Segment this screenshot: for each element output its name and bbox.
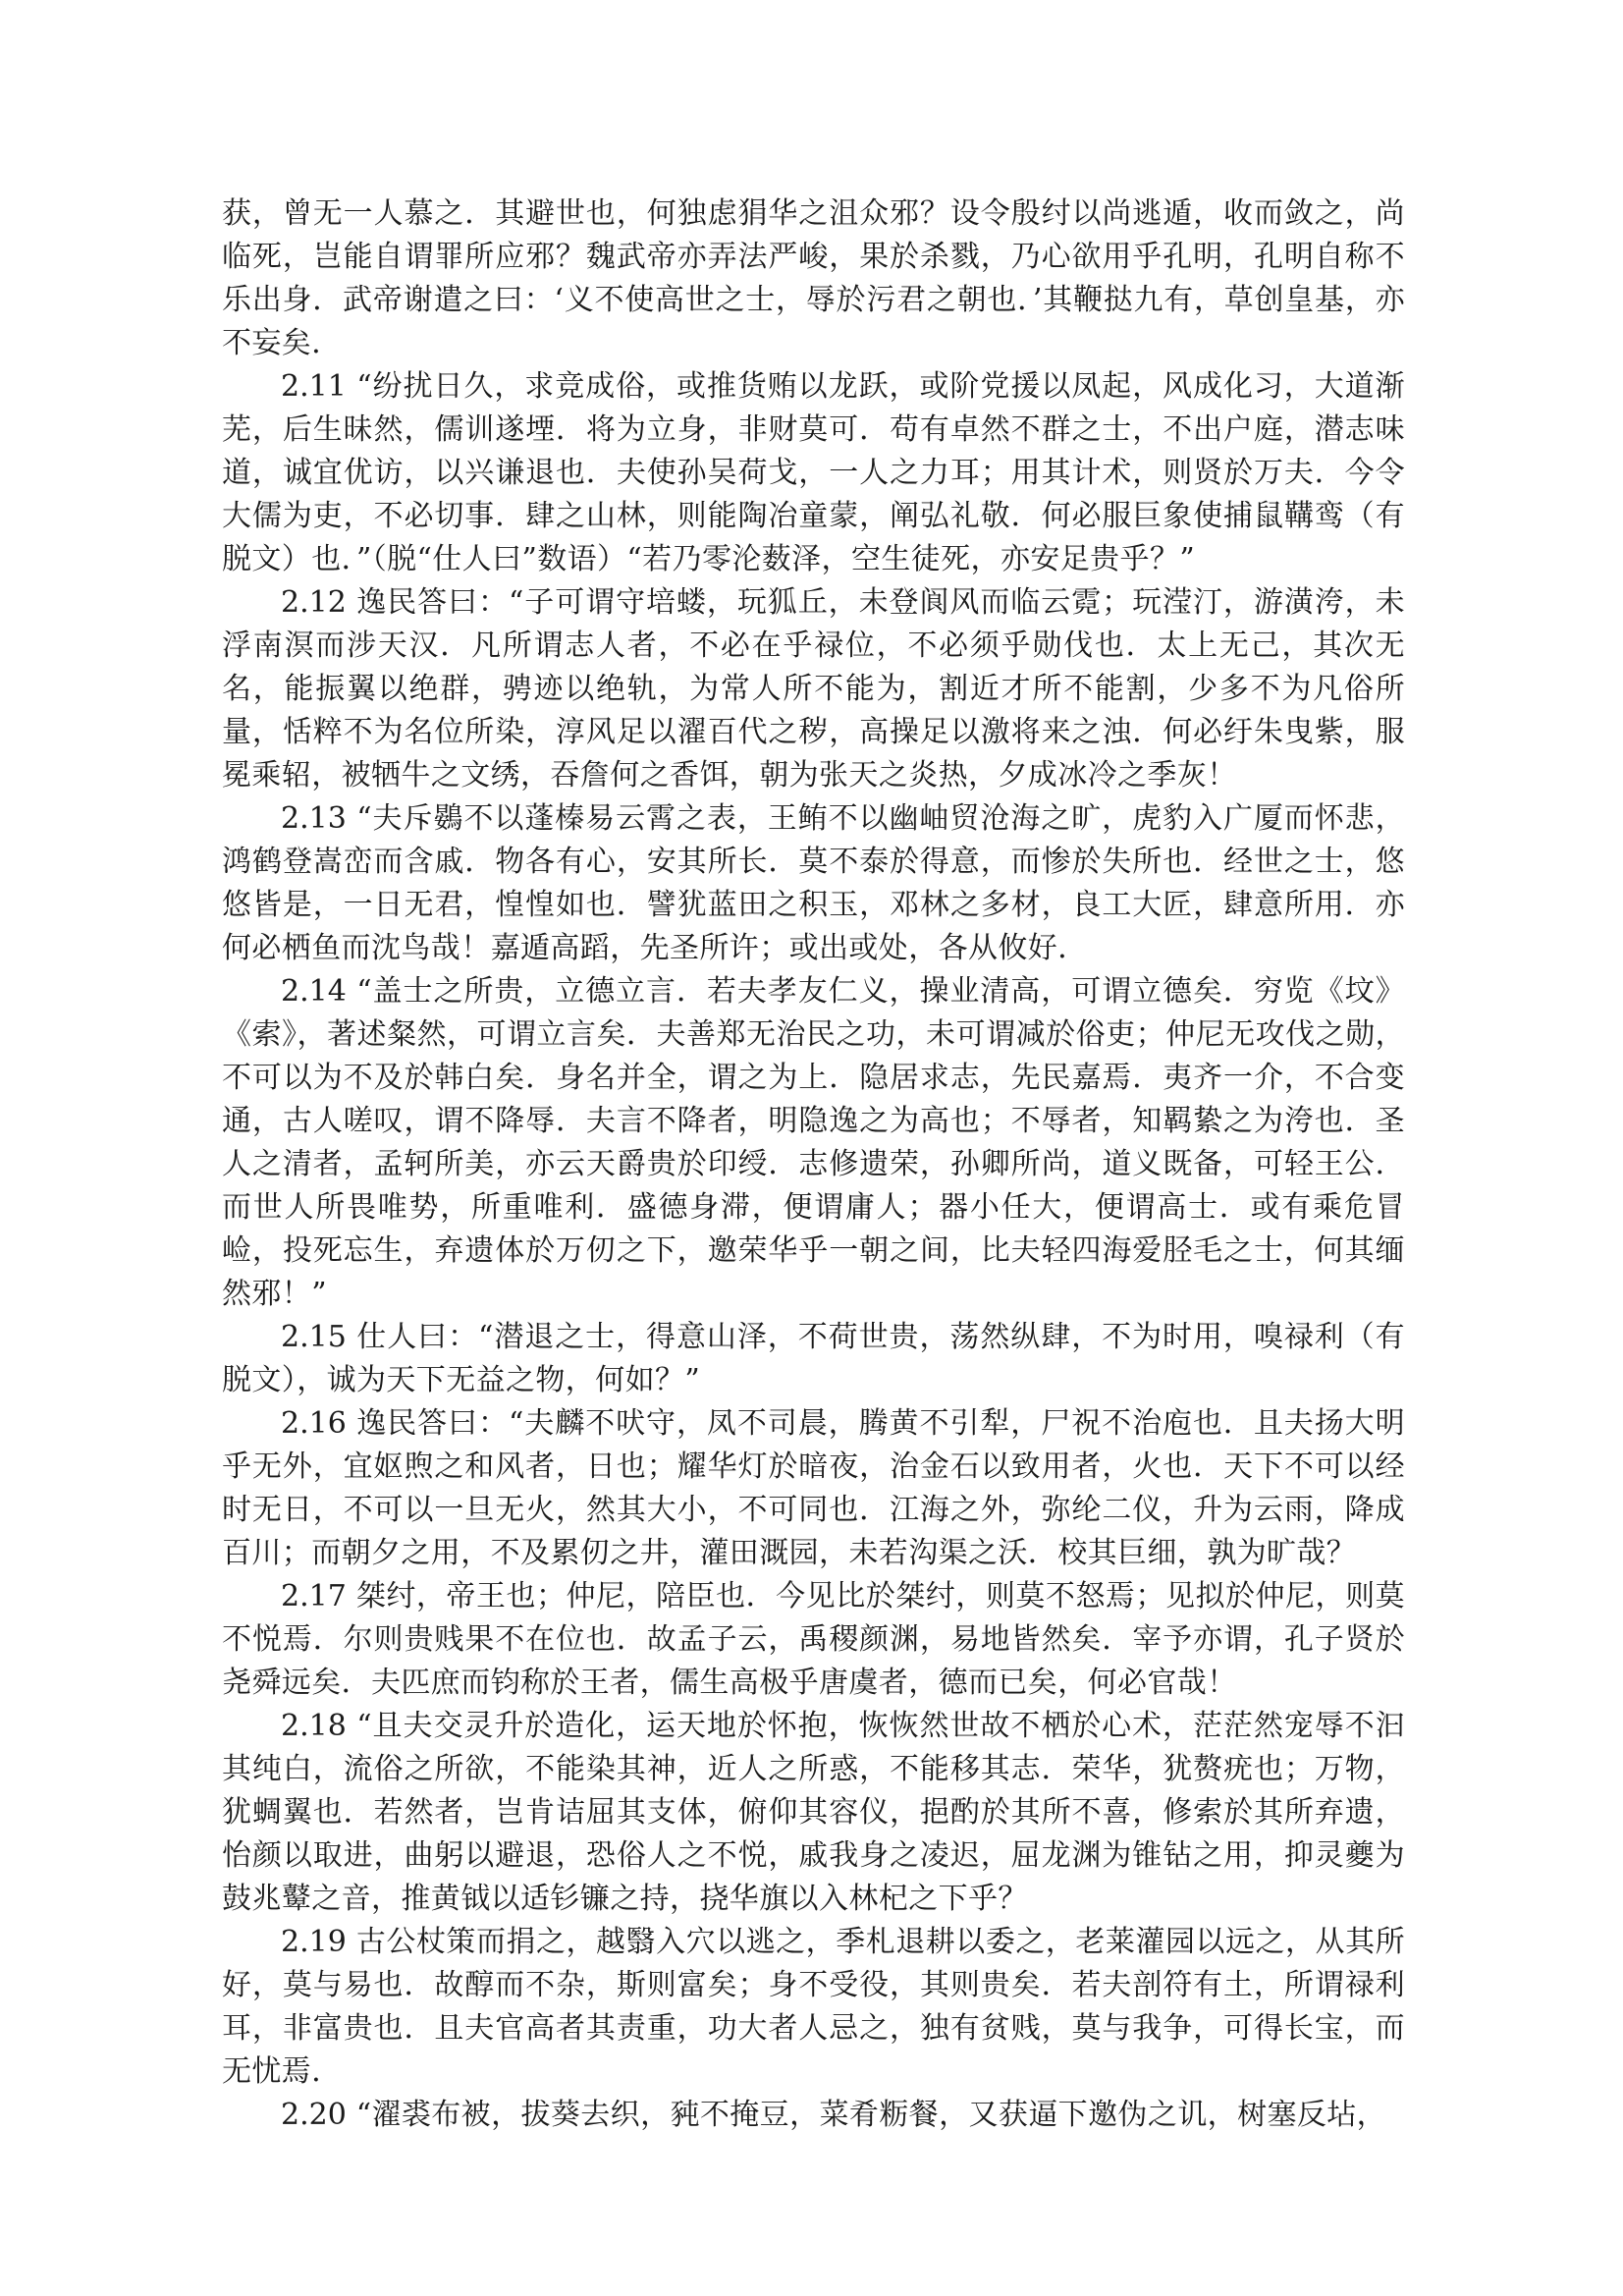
paragraph-text: “纷扰日久，求竞成俗，或推货贿以龙跃，或阶党援以凤起，风成化习，大道渐芜，后生昧然，儒训遂堙．将为立身，非财莫可．苟有卓然不群之士，不出户庭，潜志味道，诚宜优访，以兴谦退也．夫使孙吴荷戈，一人之力耳；用其计术，则贤於万夫．今令大儒为吏，不必切事．肆之山林，则能陶冶童蒙，阐弘礼敬．何必服巨象使捕鼠鞲鸾（有脱文）也．”（脱“仕人曰”数语）“若乃零沦薮泽，空生徒死，亦安足贵乎？” [222, 369, 1405, 576]
paragraph-number: 2.20 [281, 2098, 347, 2132]
paragraph-2-12 [222, 581, 1405, 797]
paragraph-2-18 [222, 1705, 1405, 1921]
paragraph-2-11 [222, 365, 1405, 581]
paragraph-number: 2.14 [281, 974, 347, 1009]
paragraph-number: 2.16 [281, 1406, 347, 1441]
paragraph-number: 2.12 [281, 585, 347, 620]
document-body [222, 192, 1405, 2137]
paragraph-text: 获，曾无一人慕之．其避世也，何独虑狷华之沮众邪？设令殷纣以尚逃遁，收而敛之，尚临死，岂能自谓罪所应邪？魏武帝亦弄法严峻，果於杀戮，乃心欲用乎孔明，孔明自称不乐出身．武帝谢遣之曰：‘义不使高世之士，辱於污君之朝也．’其鞭挞九有，草创皇基，亦不妄矣． [222, 196, 1405, 360]
paragraph-text: 古公杖策而捐之，越翳入穴以逃之，季札退耕以委之，老莱灌园以远之，从其所好，莫与易也．故醇而不杂，斯则富矣；身不受役，其则贵矣．若夫剖符有土，所谓禄利耳，非富贵也．且夫官高者其责重，功大者人忌之，独有贫贱，莫与我争，可得长宝，而无忧焉． [222, 1925, 1406, 2089]
paragraph-number: 2.13 [281, 801, 347, 836]
paragraph-number: 2.18 [281, 1709, 347, 1743]
paragraph-number: 2.11 [281, 369, 347, 404]
paragraph-2-15 [222, 1316, 1405, 1402]
paragraph-2-13 [222, 797, 1405, 970]
paragraph-text: “盖士之所贵，立德立言．若夫孝友仁义，操业清高，可谓立德矣．穷览《坟》《索》，著述粲然，可谓立言矣．夫善郑无治民之功，未可谓减於俗吏；仲尼无攻伐之勋，不可以为不及於韩白矣．身名并全，谓之为上．隐居求志，先民嘉焉．夷齐一介，不合变通，古人嗟叹，谓不降辱．夫言不降者，明隐逸之为高也；不辱者，知羁絷之为洿也．圣人之清者，孟轲所美，亦云天爵贵於印绶．志修遗荣，孙卿所尚，道义既备，可轻王公．而世人所畏唯势，所重唯利．盛德身滞，便谓庸人；器小任大，便谓高士．或有乘危冒崄，投死忘生，弃遗体於万仞之下，邀荣华乎一朝之间，比夫轻四海爱胫毛之士，何其缅然邪！” [222, 974, 1405, 1311]
paragraph-2-19 [222, 1921, 1405, 2094]
paragraph-text: “夫斥鷃不以蓬榛易云霄之表，王鲔不以幽岫贸沧海之旷，虎豹入广厦而怀悲，鸿鹤登嵩峦而含戚．物各有心，安其所长．莫不泰於得意，而惨於失所也．经世之士，悠悠皆是，一日无君，惶惶如也．譬犹蓝田之积玉，邓林之多材，良工大匠，肆意所用．亦何必栖鱼而沈鸟哉！嘉遁高蹈，先圣所许；或出或处，各从攸好． [222, 801, 1405, 965]
paragraph-number: 2.19 [281, 1925, 347, 1959]
paragraph-number: 2.17 [281, 1579, 347, 1613]
paragraph-2-17 [222, 1575, 1405, 1705]
paragraph-text: 桀纣，帝王也；仲尼，陪臣也．今见比於桀纣，则莫不怒焉；见拟於仲尼，则莫不悦焉．尔则贵贱果不在位也．故孟子云，禹稷颜渊，易地皆然矣．宰予亦谓，孔子贤於尧舜远矣．夫匹庶而钧称於王者，儒生高极乎唐虞者，德而已矣，何必官哉！ [222, 1579, 1406, 1700]
paragraph-text: “濯裘布被，拔葵去织，豘不掩豆，菜肴粝餐，又获逼下邀伪之讥，树塞反坫， [355, 2098, 1387, 2132]
paragraph-2-20 [222, 2094, 1405, 2137]
paragraph-2-16 [222, 1402, 1405, 1575]
paragraph-text: “且夫交灵升於造化，运天地於怀抱，恢恢然世故不栖於心术，茫茫然宠辱不汩其纯白，流俗之所欲，不能染其神，近人之所惑，不能移其志．荣华，犹赘疣也；万物，犹蜩翼也．若然者，岂肯诘屈其支体，俯仰其容仪，挹酌於其所不喜，修索於其所弃遗，怡颜以取进，曲躬以避退，恐俗人之不悦，戚我身之凌迟，屈龙渊为锥钻之用，抑灵夔为鼓兆鼙之音，推黄钺以适钐镰之持，挠华旗以入林杞之下乎？ [222, 1709, 1405, 1916]
paragraph-text: 仕人曰：“潜退之士，得意山泽，不荷世贵，荡然纵肆，不为时用，嗅禄利（有脱文），诚为天下无益之物，何如？” [222, 1320, 1405, 1397]
paragraph-number: 2.15 [281, 1320, 347, 1354]
paragraph-text: 逸民答曰：“夫麟不吠守，凤不司晨，腾黄不引犁，尸祝不治庖也．且夫扬大明乎无外，宜妪煦之和风者，日也；耀华灯於暗夜，治金石以致用者，火也．天下不可以经时无日，不可以一旦无火，然其大小，不可同也．江海之外，弥纶二仪，升为云雨，降成百川；而朝夕之用，不及累仞之井，灌田溉园，未若沟渠之沃．校其巨细，孰为旷哉？ [222, 1406, 1405, 1570]
paragraph-2-14 [222, 970, 1405, 1316]
paragraph-continuation [222, 192, 1405, 365]
paragraph-text: 逸民答曰：“子可谓守培蝼，玩狐丘，未登阆风而临云霓；玩滢汀，游潢洿，未浮南溟而涉天汉．凡所谓志人者，不必在乎禄位，不必须乎勋伐也．太上无己，其次无名，能振翼以绝群，骋迹以绝轨，为常人所不能为，割近才所不能割，少多不为凡俗所量，恬粹不为名位所染，淳风足以濯百代之秽，高操足以激将来之浊．何必纡朱曳紫，服冕乘轺，被牺牛之文绣，吞詹何之香饵，朝为张天之炎热，夕成冰冷之季灰！ [222, 585, 1405, 793]
